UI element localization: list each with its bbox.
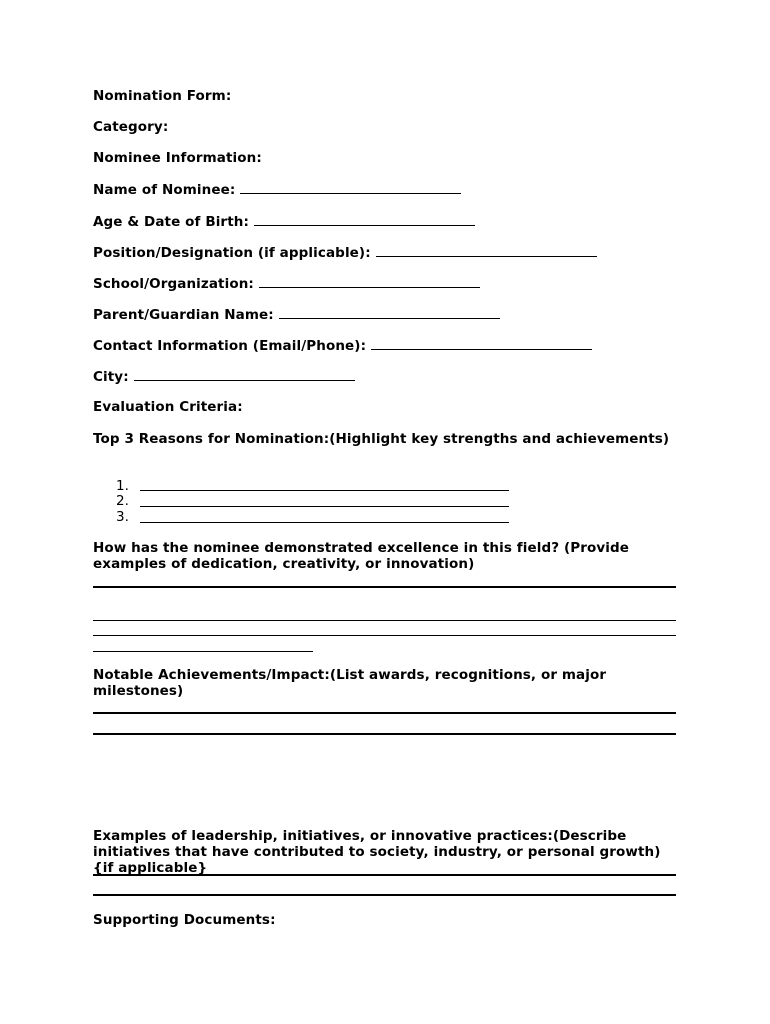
- achievements-rule-2[interactable]: [93, 733, 676, 735]
- school-blank[interactable]: [259, 275, 480, 288]
- contact-label: Contact Information (Email/Phone):: [93, 338, 367, 354]
- position-label: Position/Designation (if applicable):: [93, 245, 371, 261]
- top3-heading: Top 3 Reasons for Nomination:(Highlight key strengths and achievements): [93, 431, 670, 447]
- excellence-question: How has the nominee demonstrated excellence in this field? (Provide examples of dedication, creativity, or innovation): [93, 540, 630, 572]
- reason-number-3: 3.: [116, 509, 129, 525]
- parent-blank[interactable]: [279, 306, 500, 319]
- leadership-rule-1[interactable]: [93, 874, 676, 876]
- reason-1-blank[interactable]: [140, 490, 509, 491]
- leadership-rule-2[interactable]: [93, 894, 676, 896]
- name-of-nominee-label: Name of Nominee:: [93, 182, 236, 198]
- achievements-rule-1[interactable]: [93, 712, 676, 714]
- city-blank[interactable]: [134, 368, 355, 381]
- position-blank[interactable]: [376, 244, 597, 257]
- age-dob-blank[interactable]: [254, 213, 475, 226]
- nominee-info-heading: Nominee Information:: [93, 150, 262, 166]
- contact-blank[interactable]: [371, 337, 592, 350]
- reason-number-1: 1.: [116, 478, 129, 494]
- leadership-question: Examples of leadership, initiatives, or innovative practices:(Describe initiatives that have contributed to society, industry, or personal growth) {if applicable}: [93, 828, 661, 876]
- reason-2-blank[interactable]: [140, 506, 509, 507]
- name-of-nominee-field: [93, 181, 461, 198]
- parent-label: Parent/Guardian Name:: [93, 307, 274, 323]
- achievements-question: Notable Achievements/Impact:(List awards, recognitions, or major milestones): [93, 667, 607, 699]
- excellence-line-2[interactable]: [93, 635, 676, 636]
- excellence-rule[interactable]: [93, 586, 676, 588]
- position-field: [93, 244, 597, 261]
- supporting-docs-label: Supporting Documents:: [93, 912, 276, 928]
- excellence-line-1[interactable]: [93, 620, 676, 621]
- category-label: Category:: [93, 119, 169, 135]
- contact-field: [93, 337, 592, 354]
- school-field: [93, 275, 480, 292]
- reason-number-2: 2.: [116, 493, 129, 509]
- reason-3-blank[interactable]: [140, 522, 509, 523]
- parent-field: [93, 306, 500, 323]
- form-title: Nomination Form:: [93, 88, 232, 104]
- excellence-line-3[interactable]: [93, 651, 313, 652]
- age-dob-label: Age & Date of Birth:: [93, 214, 249, 230]
- school-label: School/Organization:: [93, 276, 254, 292]
- city-label: City:: [93, 369, 129, 385]
- evaluation-heading: Evaluation Criteria:: [93, 399, 243, 415]
- name-of-nominee-blank[interactable]: [240, 181, 461, 194]
- city-field: [93, 368, 355, 385]
- age-dob-field: [93, 213, 475, 230]
